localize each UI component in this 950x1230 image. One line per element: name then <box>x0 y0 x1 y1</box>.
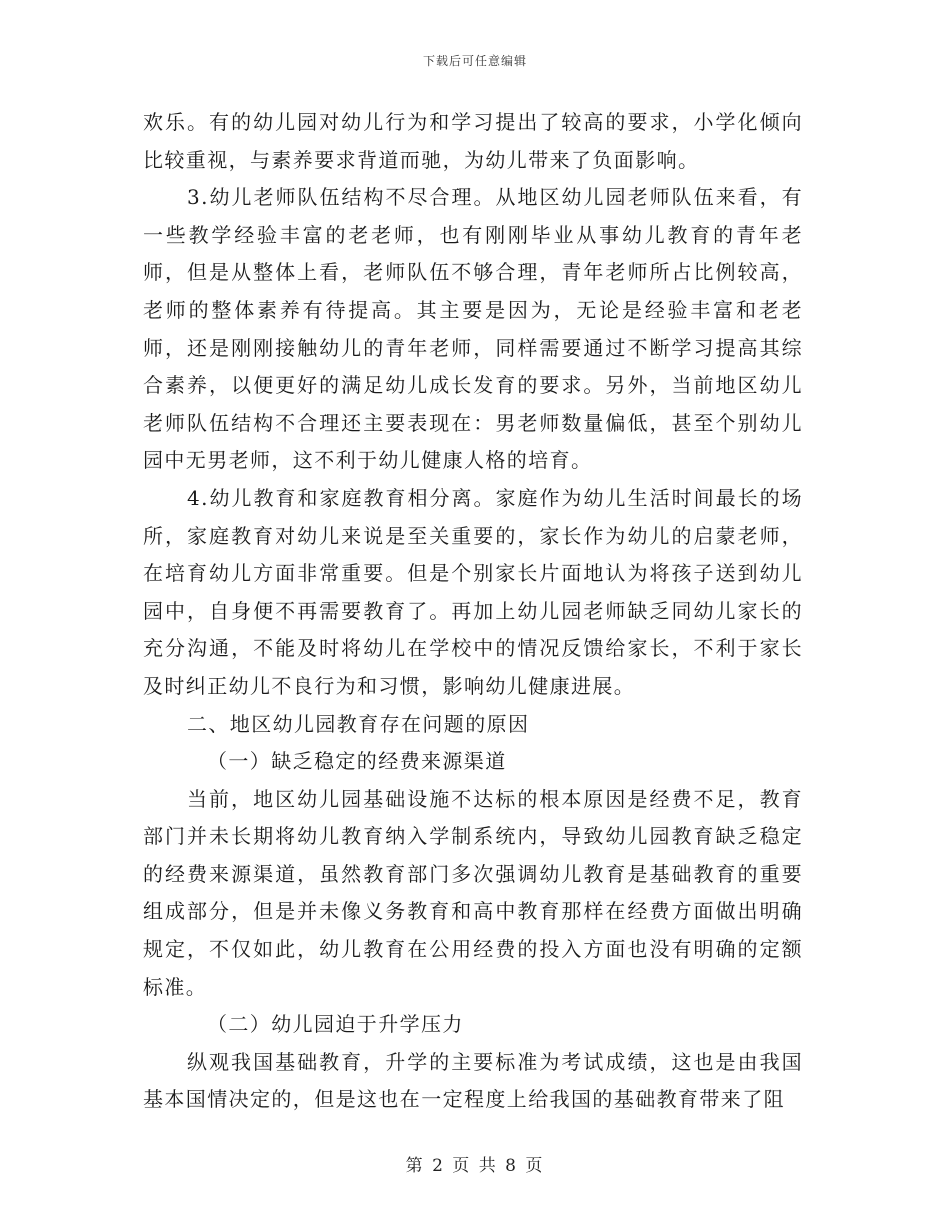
page-header-note: 下载后可任意编辑 <box>422 54 527 68</box>
paragraph-point-4: 4.幼儿教育和家庭教育相分离。家庭作为幼儿生活时间最长的场所，家庭教育对幼儿来说是至关重要的，家长作为幼儿的启蒙老师，在培育幼儿方面非常重要。但是个别家长片面地认为将孩子送到幼儿园中，自身便不再需要教育了。再加上幼儿园老师缺乏同幼儿家长的充分沟通，不能及时将幼儿在学校中的情况反馈给家长，不利于家长及时纠正幼儿不良行为和习惯，影响幼儿健康进展。 <box>143 485 803 698</box>
section-heading-2: 二、地区幼儿园教育存在问题的原因 <box>187 711 530 736</box>
page-number: 第 2 页 共 8 页 <box>405 1156 545 1176</box>
paragraph-point-3: 3.幼儿老师队伍结构不尽合理。从地区幼儿园老师队伍来看，有一些教学经验丰富的老老师，也有刚刚毕业从事幼儿教育的青年老师，但是从整体上看，老师队伍不够合理，青年老师所占比例较高，老师的整体素养有待提高。其主要是因为，无论是经验丰富和老老师，还是刚刚接触幼儿的青年老师，同样需要通过不断学习提高其综合素养，以便更好的满足幼儿成长发育的要求。另外，当前地区幼儿老师队伍结构不合理还主要表现在：男老师数量偏低，甚至个别幼儿园中无男老师，这不利于幼儿健康人格的培育。 <box>143 185 803 473</box>
paragraph-funding: 当前，地区幼儿园基础设施不达标的根本原因是经费不足，教育部门并未长期将幼儿教育纳入学制系统内，导致幼儿园教育缺乏稳定的经费来源渠道，虽然教育部门多次强调幼儿教育是基础教育的重要组成部分，但是并未像义务教育和高中教育那样在经费方面做出明确规定，不仅如此，幼儿教育在公用经费的投入方面也没有明确的定额标准。 <box>143 786 803 999</box>
subsection-heading-2: （二）幼儿园迫于升学压力 <box>207 1012 464 1037</box>
document-body <box>143 104 803 1119</box>
paragraph-continuation: 欢乐。有的幼儿园对幼儿行为和学习提出了较高的要求，小学化倾向比较重视，与素养要求背道而驰，为幼儿带来了负面影响。 <box>143 110 803 172</box>
subsection-heading-1: （一）缺乏稳定的经费来源渠道 <box>207 749 507 774</box>
paragraph-exam-pressure: 纵观我国基础教育，升学的主要标准为考试成绩，这也是由我国基本国情决定的，但是这也在一定程度上给我国的基础教育带来了阻 <box>143 1049 803 1112</box>
